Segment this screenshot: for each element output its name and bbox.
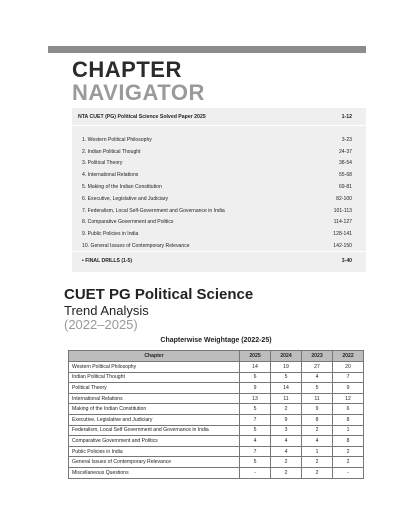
chapter-cell: Political Theory bbox=[69, 383, 240, 394]
weightage-cell: - bbox=[333, 467, 364, 478]
top-divider-bar bbox=[48, 46, 366, 53]
weightage-cell: 8 bbox=[333, 414, 364, 425]
weightage-cell: 2 bbox=[302, 425, 333, 436]
table-row bbox=[69, 457, 364, 468]
chapter-list-item: 9. Public Policies in India 128-141 bbox=[82, 231, 352, 238]
weightage-cell: 4 bbox=[271, 436, 302, 447]
weightage-cell: 7 bbox=[333, 372, 364, 383]
table-row bbox=[69, 372, 364, 383]
chapter-list-item: 4. International Relations 55-68 bbox=[82, 172, 352, 179]
weightage-cell: 9 bbox=[333, 383, 364, 394]
table-row bbox=[69, 393, 364, 404]
table-row bbox=[69, 383, 364, 394]
table-header-row bbox=[69, 351, 364, 362]
table-row bbox=[69, 404, 364, 415]
navigator-header-divider bbox=[72, 125, 366, 126]
navigator-header-row bbox=[72, 108, 366, 125]
chapter-list-item: 2. Indian Political Thought 24-37 bbox=[82, 148, 352, 155]
weightage-cell: 4 bbox=[271, 446, 302, 457]
heading-chapter: CHAPTER bbox=[72, 57, 182, 82]
final-drills-divider bbox=[72, 251, 366, 252]
chapter-cell: Federalism, Local Self Government and Governance in India bbox=[69, 425, 240, 436]
weightage-cell: 12 bbox=[333, 393, 364, 404]
weightage-cell: 6 bbox=[240, 372, 271, 383]
chapter-list-item: 8. Comparative Government and Politics 114-127 bbox=[82, 219, 352, 226]
weightage-cell: 2 bbox=[302, 467, 333, 478]
heading-navigator: NAVIGATOR bbox=[72, 80, 205, 105]
chapter-cell: Executive, Legislative and Judiciary bbox=[69, 414, 240, 425]
weightage-cell: 20 bbox=[333, 362, 364, 373]
weightage-cell: 5 bbox=[271, 372, 302, 383]
weightage-cell: 5 bbox=[240, 404, 271, 415]
column-header: 2022 bbox=[333, 351, 364, 362]
trend-subtitle: Trend Analysis bbox=[64, 303, 149, 318]
weightage-cell: 2 bbox=[271, 404, 302, 415]
weightage-cell: 1 bbox=[333, 425, 364, 436]
weightage-cell: 2 bbox=[333, 457, 364, 468]
column-header: 2023 bbox=[302, 351, 333, 362]
table-row bbox=[69, 414, 364, 425]
weightage-cell: 7 bbox=[240, 446, 271, 457]
weightage-cell: 4 bbox=[302, 436, 333, 447]
weightage-cell: 2 bbox=[302, 457, 333, 468]
weightage-cell: 14 bbox=[271, 383, 302, 394]
weightage-cell: - bbox=[240, 467, 271, 478]
weightage-cell: 4 bbox=[302, 372, 333, 383]
weightage-cell: 2 bbox=[271, 457, 302, 468]
column-header: 2024 bbox=[271, 351, 302, 362]
weightage-cell: 8 bbox=[302, 414, 333, 425]
weightage-cell: 6 bbox=[333, 404, 364, 415]
weightage-cell: 7 bbox=[240, 414, 271, 425]
weightage-cell: 9 bbox=[240, 383, 271, 394]
weightage-cell: 5 bbox=[302, 383, 333, 394]
chapter-cell: Miscellaneous Questions bbox=[69, 467, 240, 478]
trend-years: (2022–2025) bbox=[64, 317, 138, 332]
chapter-list-item: 5. Making of the Indian Constitution 69-81 bbox=[82, 184, 352, 191]
table-row bbox=[69, 362, 364, 373]
navigator-header-pages: 1-12 bbox=[341, 113, 352, 120]
weightage-table-caption: Chapterwise Weightage (2022-25) bbox=[160, 337, 272, 344]
navigator-chapter-list bbox=[72, 134, 366, 252]
final-drills-row bbox=[72, 255, 366, 267]
table-row bbox=[69, 436, 364, 447]
column-header: Chapter bbox=[69, 351, 240, 362]
weightage-table bbox=[68, 350, 364, 479]
weightage-cell: 13 bbox=[240, 393, 271, 404]
weightage-cell: 14 bbox=[240, 362, 271, 373]
weightage-cell: 5 bbox=[240, 425, 271, 436]
column-header: 2025 bbox=[240, 351, 271, 362]
weightage-cell: 9 bbox=[271, 414, 302, 425]
chapter-cell: General Issues of Contemporary Relevance bbox=[69, 457, 240, 468]
weightage-cell: 9 bbox=[302, 404, 333, 415]
chapter-cell: International Relations bbox=[69, 393, 240, 404]
chapter-list-item: 10. General Issues of Contemporary Relevance 142-150 bbox=[82, 243, 352, 250]
chapter-cell: Comparative Government and Politics bbox=[69, 436, 240, 447]
chapter-list-item: 7. Federalism, Local Self-Government and Governance in India 101-113 bbox=[82, 207, 352, 214]
table-row bbox=[69, 425, 364, 436]
final-drills-label: • FINAL DRILLS (1-5) bbox=[82, 258, 133, 264]
weightage-cell: 4 bbox=[240, 436, 271, 447]
chapter-cell: Indian Political Thought bbox=[69, 372, 240, 383]
table-row bbox=[69, 446, 364, 457]
final-drills-pages: 3-40 bbox=[341, 258, 352, 264]
chapter-list-item: 1. Western Political Philosophy 3-23 bbox=[82, 136, 352, 143]
chapter-navigator-box bbox=[72, 108, 366, 272]
weightage-cell: 2 bbox=[271, 467, 302, 478]
weightage-cell: 2 bbox=[333, 446, 364, 457]
weightage-cell: 3 bbox=[271, 425, 302, 436]
weightage-cell: 1 bbox=[302, 446, 333, 457]
weightage-cell: 11 bbox=[302, 393, 333, 404]
weightage-cell: 5 bbox=[240, 457, 271, 468]
chapter-list-item: 3. Political Theory 38-54 bbox=[82, 160, 352, 167]
weightage-cell: 11 bbox=[271, 393, 302, 404]
chapter-cell: Western Political Philosophy bbox=[69, 362, 240, 373]
chapter-list-item: 6. Executive, Legislative and Judiciary 82-100 bbox=[82, 195, 352, 202]
trend-title: CUET PG Political Science bbox=[64, 286, 254, 303]
weightage-cell: 19 bbox=[271, 362, 302, 373]
chapter-cell: Making of the Indian Constitution bbox=[69, 404, 240, 415]
table-row bbox=[69, 467, 364, 478]
weightage-cell: 8 bbox=[333, 436, 364, 447]
weightage-cell: 27 bbox=[302, 362, 333, 373]
chapter-cell: Public Policies in India bbox=[69, 446, 240, 457]
navigator-header-title: NTA CUET (PG) Political Science Solved Paper 2025 bbox=[78, 113, 206, 120]
